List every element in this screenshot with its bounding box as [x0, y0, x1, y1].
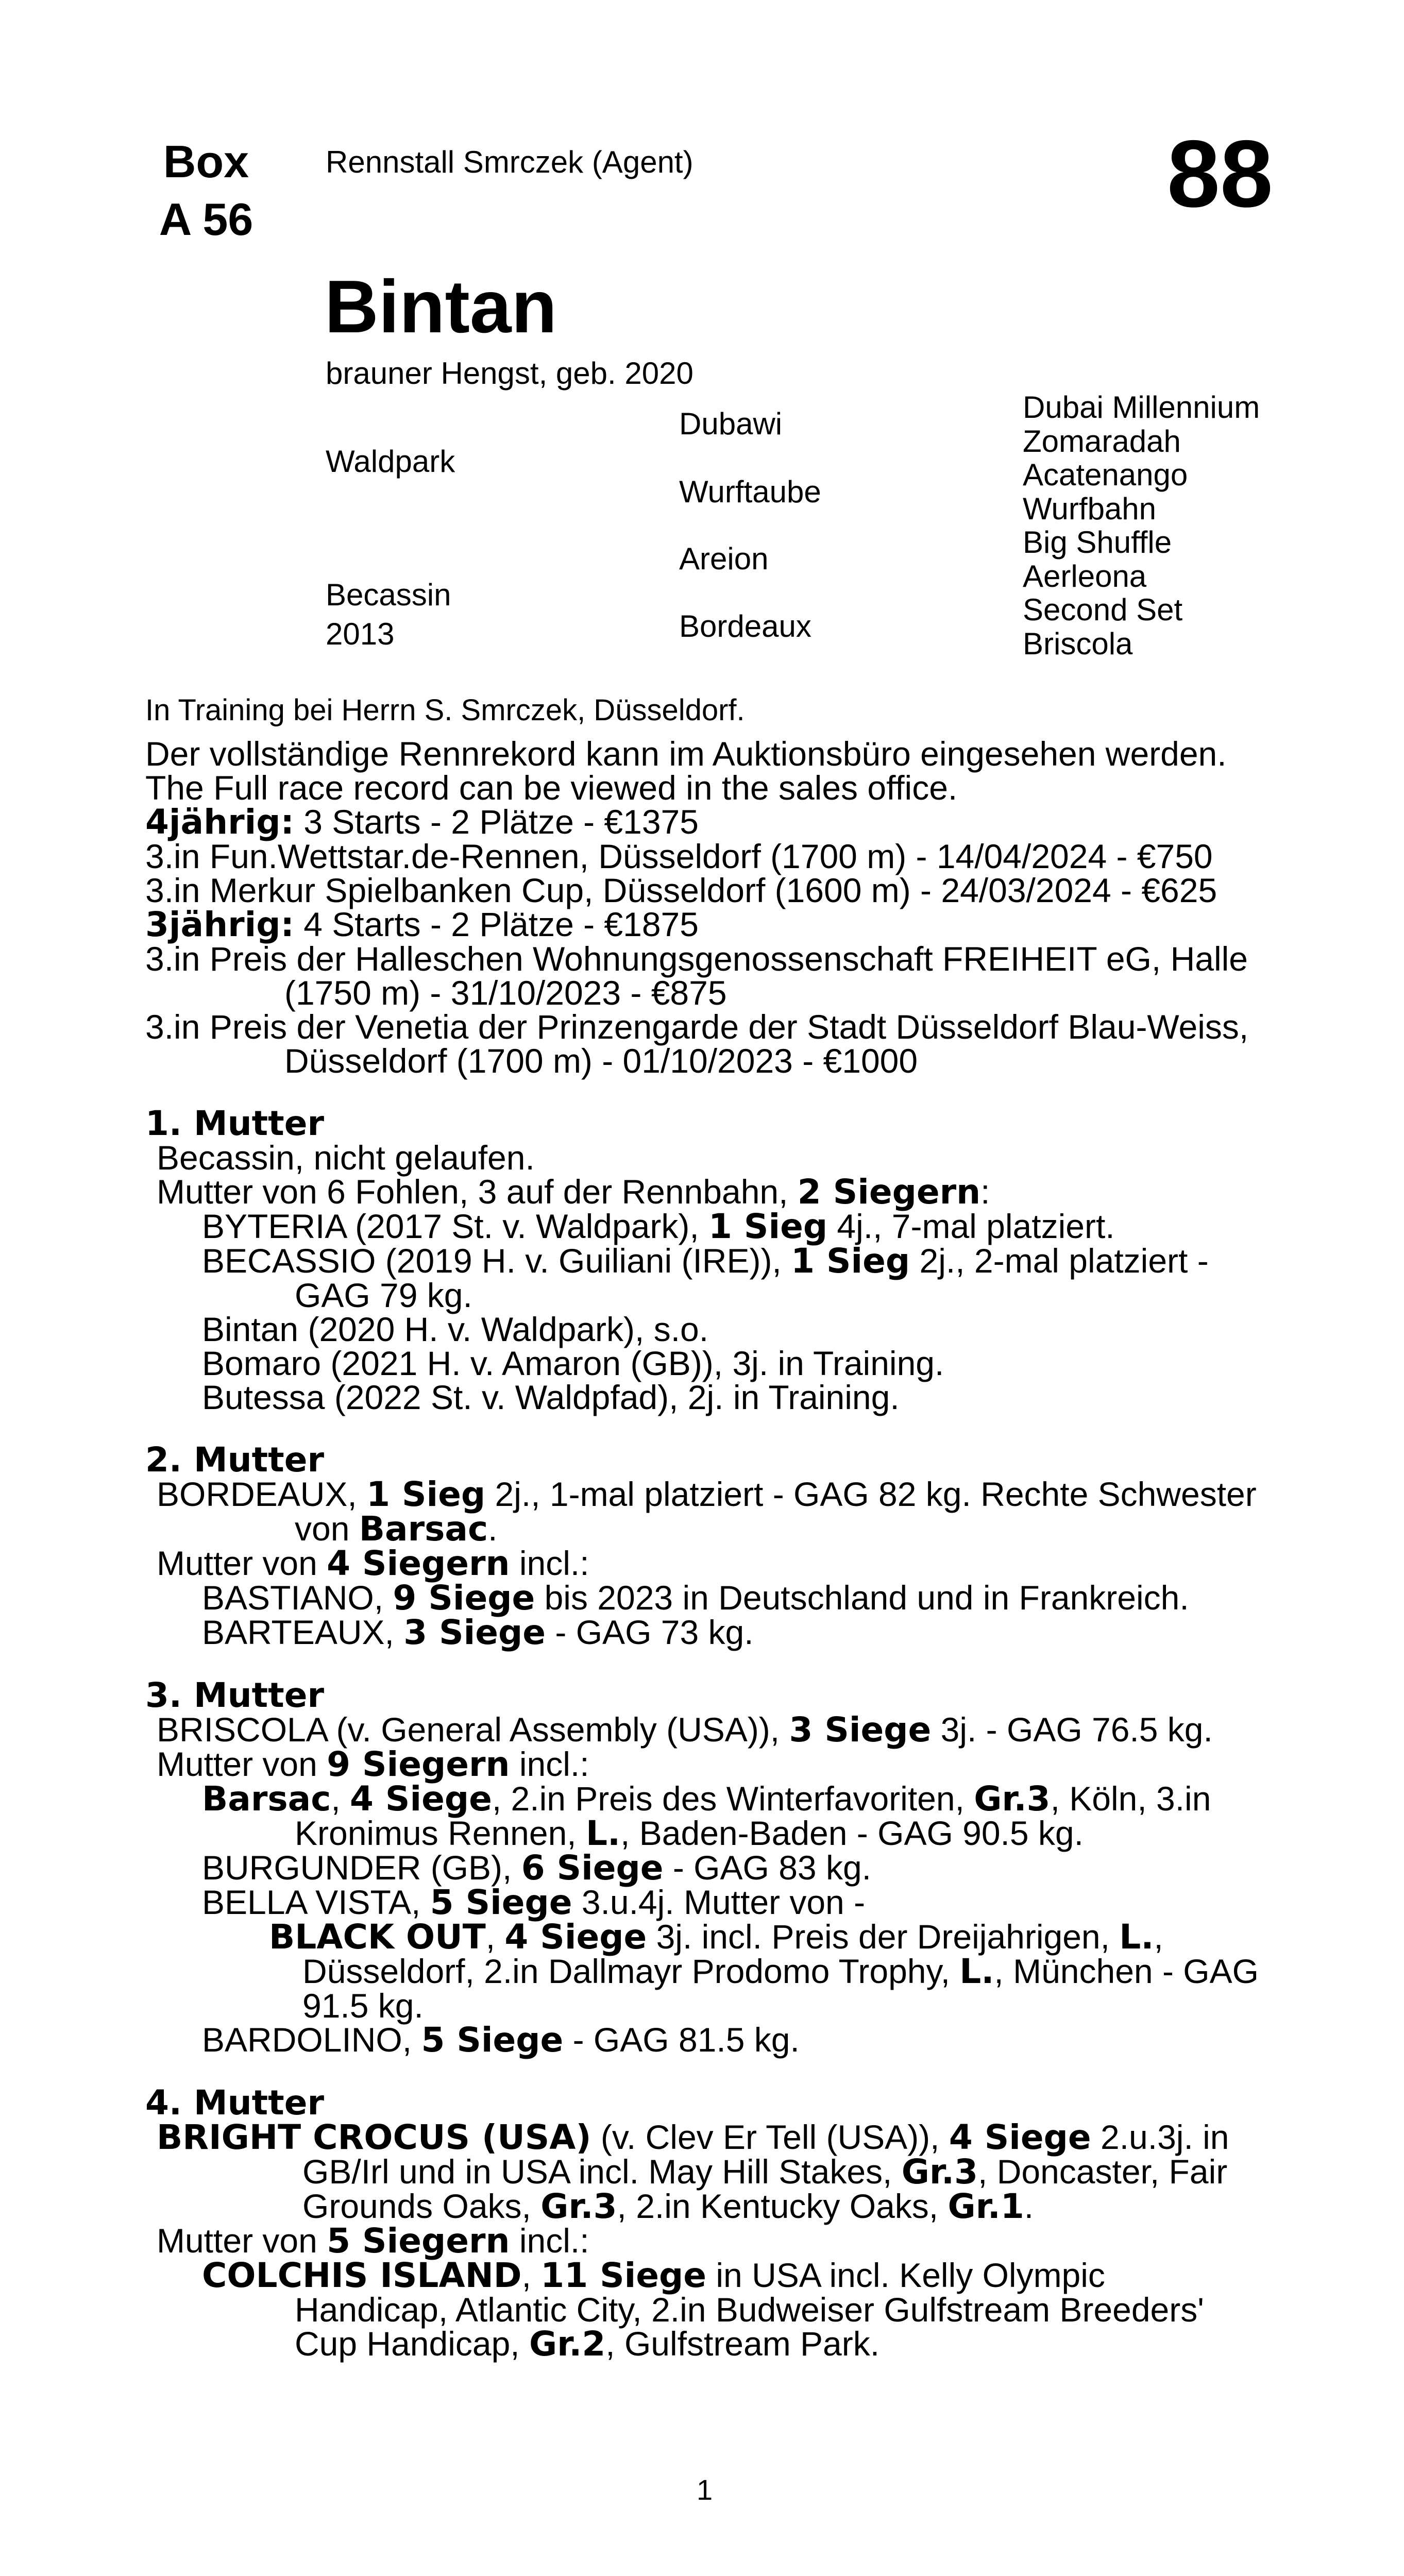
- race-record-note-en: The Full race record can be viewed in the sales office.: [145, 769, 958, 807]
- race-line: 3.in Merkur Spielbanken Cup, Düsseldorf (1600 m) - 24/03/2024 - €625: [145, 871, 1217, 909]
- box-number: A 56: [159, 194, 253, 245]
- dam1-line: BECASSIO (2019 H. v. Guiliani (IRE)), 1 Sieg 2j., 2-mal platziert -: [202, 1241, 1209, 1281]
- dam1-line: Becassin, nicht gelaufen.: [157, 1139, 535, 1177]
- horse-name: Bintan: [325, 265, 557, 348]
- race-line: 3.in Preis der Halleschen Wohnungsgenossenschaft FREIHEIT eG, Halle: [145, 940, 1248, 978]
- dam1-line: GAG 79 kg.: [295, 1276, 472, 1314]
- dam4-line: Cup Handicap, Gr.2, Gulfstream Park.: [295, 2324, 880, 2364]
- dam2-title: 2. Mutter: [145, 1440, 325, 1480]
- dam2-line: von Barsac.: [295, 1509, 498, 1549]
- dam2-line: BASTIANO, 9 Siege bis 2023 in Deutschland und in Frankreich.: [202, 1578, 1189, 1618]
- dam3-line: BRISCOLA (v. General Assembly (USA)), 3 Siege 3j. - GAG 76.5 kg.: [157, 1710, 1213, 1750]
- box-label: Box: [163, 136, 249, 187]
- age4-stats: 3 Starts - 2 Plätze - €1375: [294, 803, 699, 841]
- dam3-line: BELLA VISTA, 5 Siege 3.u.4j. Mutter von -: [202, 1883, 866, 1922]
- dam3-line: Kronimus Rennen, L., Baden-Baden - GAG 90.5 kg.: [295, 1814, 1084, 1853]
- dam3-line: Barsac, 4 Siege, 2.in Preis des Winterfavoriten, Gr.3, Köln, 3.in: [202, 1779, 1211, 1819]
- pedigree-gen3-2: Zomaradah: [1023, 424, 1181, 459]
- pedigree-gen3-4: Wurfbahn: [1023, 492, 1157, 526]
- dam3-line: BURGUNDER (GB), 6 Siege - GAG 83 kg.: [202, 1848, 871, 1888]
- horse-description: brauner Hengst, geb. 2020: [326, 356, 693, 391]
- dam1-line: Bintan (2020 H. v. Waldpark), s.o.: [202, 1310, 709, 1348]
- dam1-line: BYTERIA (2017 St. v. Waldpark), 1 Sieg 4j., 7-mal platziert.: [202, 1207, 1115, 1246]
- race-line: 3.in Preis der Venetia der Prinzengarde der Stadt Düsseldorf Blau-Weiss,: [145, 1008, 1249, 1046]
- pedigree-gen3-6: Aerleona: [1023, 559, 1147, 594]
- page-number: 1: [697, 2473, 713, 2506]
- race-line: 3.in Fun.Wettstar.de-Rennen, Düsseldorf (1700 m) - 14/04/2024 - €750: [145, 837, 1213, 875]
- pedigree-gen3-1: Dubai Millennium: [1023, 390, 1260, 425]
- dam1-title: 1. Mutter: [145, 1104, 325, 1143]
- pedigree-dam-year: 2013: [326, 617, 395, 651]
- training-note: In Training bei Herrn S. Smrczek, Düsseldorf.: [145, 693, 745, 727]
- dam3-line: Mutter von 9 Siegern incl.:: [157, 1744, 589, 1784]
- lot-number: 88: [1167, 121, 1273, 227]
- dam2-line: BARTEAUX, 3 Siege - GAG 73 kg.: [202, 1613, 754, 1652]
- age3-stats: 4 Starts - 2 Plätze - €1875: [294, 905, 699, 943]
- age3-summary: [145, 907, 1268, 942]
- dam4-line: GB/Irl und in USA incl. May Hill Stakes, Gr.3, Doncaster, Fair: [302, 2152, 1228, 2192]
- dam4-line: BRIGHT CROCUS (USA) (v. Clev Er Tell (USA)), 4 Siege 2.u.3j. in: [157, 2117, 1229, 2157]
- pedigree-dam-dam: Bordeaux: [679, 609, 811, 643]
- pedigree-dam: Becassin: [326, 578, 451, 612]
- race-line: (1750 m) - 31/10/2023 - €875: [284, 974, 727, 1012]
- dam3-line: Düsseldorf, 2.in Dallmayr Prodomo Trophy, L., München - GAG: [302, 1952, 1259, 1991]
- age4-label: 4jährig:: [145, 802, 294, 842]
- dam1-line: Butessa (2022 St. v. Waldpfad), 2j. in Training.: [202, 1378, 900, 1416]
- dam4-line: Mutter von 5 Siegern incl.:: [157, 2221, 589, 2261]
- pedigree-gen3-3: Acatenango: [1023, 457, 1188, 492]
- dam4-title: 4. Mutter: [145, 2083, 325, 2123]
- dam3-line: BARDOLINO, 5 Siege - GAG 81.5 kg.: [202, 2020, 800, 2060]
- pedigree-gen3-7: Second Set: [1023, 592, 1183, 627]
- dam1-line: Mutter von 6 Fohlen, 3 auf der Rennbahn, 2 Siegern:: [157, 1172, 990, 1212]
- pedigree-sire-dam: Wurftaube: [679, 474, 821, 509]
- dam4-line: Handicap, Atlantic City, 2.in Budweiser Gulfstream Breeders': [295, 2291, 1204, 2329]
- age3-label: 3jährig:: [145, 905, 294, 944]
- race-record-note-de: Der vollständige Rennrekord kann im Auktionsbüro eingesehen werden.: [145, 735, 1227, 773]
- pedigree-sire-sire: Dubawi: [679, 406, 783, 441]
- pedigree-gen3-8: Briscola: [1023, 626, 1133, 661]
- dam1-line: Bomaro (2021 H. v. Amaron (GB)), 3j. in Training.: [202, 1344, 944, 1382]
- dam2-line: Mutter von 4 Siegern incl.:: [157, 1544, 589, 1583]
- pedigree-dam-sire: Areion: [679, 541, 769, 576]
- race-line: Düsseldorf (1700 m) - 01/10/2023 - €1000: [284, 1042, 918, 1080]
- pedigree-sire: Waldpark: [326, 444, 455, 479]
- pedigree-gen3-5: Big Shuffle: [1023, 525, 1172, 560]
- dam4-line: COLCHIS ISLAND, 11 Siege in USA incl. Kelly Olympic: [202, 2256, 1105, 2295]
- dam3-line: BLACK OUT, 4 Siege 3j. incl. Preis der Dreijahrigen, L.,: [269, 1917, 1163, 1957]
- dam3-title: 3. Mutter: [145, 1675, 325, 1715]
- consignor: Rennstall Smrczek (Agent): [326, 145, 693, 179]
- catalogue-body: [145, 735, 1268, 2364]
- box-location: [144, 133, 268, 248]
- dam4-line: Grounds Oaks, Gr.3, 2.in Kentucky Oaks, Gr.1.: [302, 2187, 1034, 2226]
- dam2-line: BORDEAUX, 1 Sieg 2j., 1-mal platziert - GAG 82 kg. Rechte Schwester: [157, 1475, 1257, 1514]
- dam3-line: 91.5 kg.: [302, 1987, 424, 2025]
- age4-summary: [145, 802, 1268, 842]
